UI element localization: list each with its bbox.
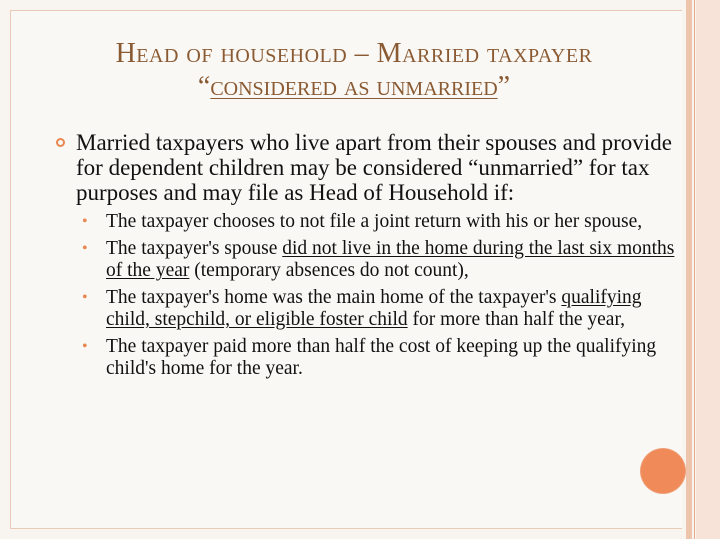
- side-band-line: [694, 0, 695, 539]
- slide-title: [24, 38, 684, 104]
- title-underlined-text: considered as unmarried: [210, 71, 498, 102]
- title-line-2: [24, 70, 684, 104]
- side-band-outer: [696, 0, 720, 539]
- sub-text-before: The taxpayer's home was the main home of the taxpayer's: [106, 287, 562, 308]
- main-bullet-text: Married taxpayers who live apart from their spouses and provide for dependent children may be considered “unmarried” for tax purposes and may file as Head of Household if:: [76, 130, 672, 205]
- title-close-quote: ”: [497, 71, 511, 102]
- sub-text-before: The taxpayer paid more than half the cost of keeping up the qualifying child's home for the year.: [106, 336, 657, 379]
- side-band-inner: [686, 0, 692, 539]
- small-dot-bullet-icon: •: [82, 289, 88, 306]
- sub-underlined-text: qualifying child, stepchild, or eligible foster child: [106, 287, 642, 330]
- sub-underlined-text: did not live in the home during the last six months of the year: [106, 238, 675, 281]
- small-dot-bullet-icon: •: [82, 338, 88, 355]
- sub-bullet-item: [82, 238, 676, 282]
- sub-text-before: The taxpayer chooses to not file a joint return with his or her spouse,: [106, 211, 643, 232]
- sub-bullet-item: [82, 287, 676, 331]
- small-dot-bullet-icon: •: [82, 240, 88, 257]
- title-text-1: Head of household – Married taxpayer: [115, 38, 593, 69]
- slide-body: [56, 130, 676, 385]
- small-dot-bullet-icon: •: [82, 213, 88, 230]
- sub-text-after: (temporary absences do not count),: [189, 260, 469, 281]
- ring-bullet-icon: [56, 138, 65, 147]
- main-bullet-item: [56, 130, 676, 205]
- sub-text-before: The taxpayer's spouse: [106, 238, 283, 259]
- orange-circle-decor: [641, 449, 685, 493]
- title-open-quote: “: [197, 71, 211, 102]
- sub-bullet-item: [82, 211, 676, 233]
- sub-bullet-list: [56, 211, 676, 380]
- sub-text-after: for more than half the year,: [407, 309, 626, 330]
- title-line-1: [24, 38, 684, 70]
- sub-bullet-item: [82, 336, 676, 380]
